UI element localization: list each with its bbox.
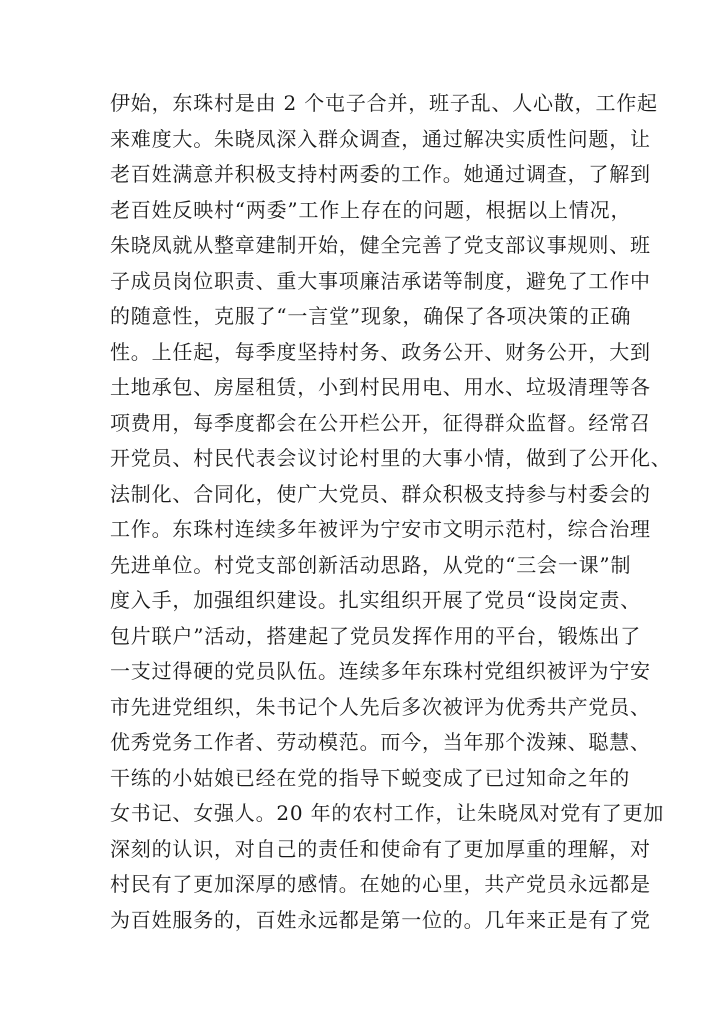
text-line: 土地承包、房屋租赁，小到村民用电、用水、垃圾清理等各: [110, 375, 651, 399]
text-line: 干练的小姑娘已经在党的指导下蜕变成了已过知命之年的: [110, 765, 630, 790]
body-paragraph: [110, 86, 672, 938]
text-line: 包片联户”活动，搭建起了党员发挥作用的平台，锻炼出了: [110, 623, 642, 648]
text-line: 度入手，加强组织建设。扎实组织开展了党员“设岗定责、: [110, 588, 642, 612]
text-line: 开党员、村民代表会议讨论村里的大事小情，做到了公开化、: [110, 446, 672, 470]
text-line: 的随意性，克服了“一言堂”现象，确保了各项决策的正确: [110, 304, 632, 328]
text-line: 项费用，每季度都会在公开栏公开，征得群众监督。经常召: [110, 410, 651, 435]
text-line: 一支过得硬的党员队伍。连续多年东珠村党组织被评为宁安: [110, 659, 651, 683]
text-line: 深刻的认识，对自己的责任和使命有了更加厚重的理解，对: [110, 836, 651, 861]
text-line: 朱晓凤就从整章建制开始，健全完善了党支部议事规则、班: [110, 233, 651, 257]
text-line: 子成员岗位职责、重大事项廉洁承诺等制度，避免了工作中: [110, 268, 651, 293]
text-line: 为百姓服务的，百姓永远都是第一位的。几年来正是有了党: [110, 907, 651, 932]
text-line: 法制化、合同化，使广大党员、群众积极支持参与村委会的: [110, 481, 651, 506]
text-line: 老百姓反映村“两委”工作上存在的问题，根据以上情况，: [110, 197, 632, 222]
text-line: 村民有了更加深厚的感情。在她的心里，共产党员永远都是: [110, 872, 651, 896]
text-line: 伊始，东珠村是由 2 个屯子合并，班子乱、人心散，工作起: [110, 91, 658, 115]
text-line: 市先进党组织，朱书记个人先后多次被评为优秀共产党员、: [110, 694, 651, 719]
text-line: 来难度大。朱晓凤深入群众调查，通过解决实质性问题，让: [110, 126, 651, 151]
text-line: 老百姓满意并积极支持村两委的工作。她通过调查，了解到: [110, 162, 651, 186]
text-line: 优秀党务工作者、劳动模范。而今，当年那个泼辣、聪慧、: [110, 730, 651, 754]
text-line: 女书记、女强人。20 年的农村工作，让朱晓凤对党有了更加: [110, 801, 665, 825]
text-line: 工作。东珠村连续多年被评为宁安市文明示范村，综合治理: [110, 517, 651, 541]
text-line: 性。上任起，每季度坚持村务、政务公开、财务公开，大到: [110, 339, 651, 364]
text-line: 先进单位。村党支部创新活动思路，从党的“三会一课”制: [110, 552, 632, 577]
